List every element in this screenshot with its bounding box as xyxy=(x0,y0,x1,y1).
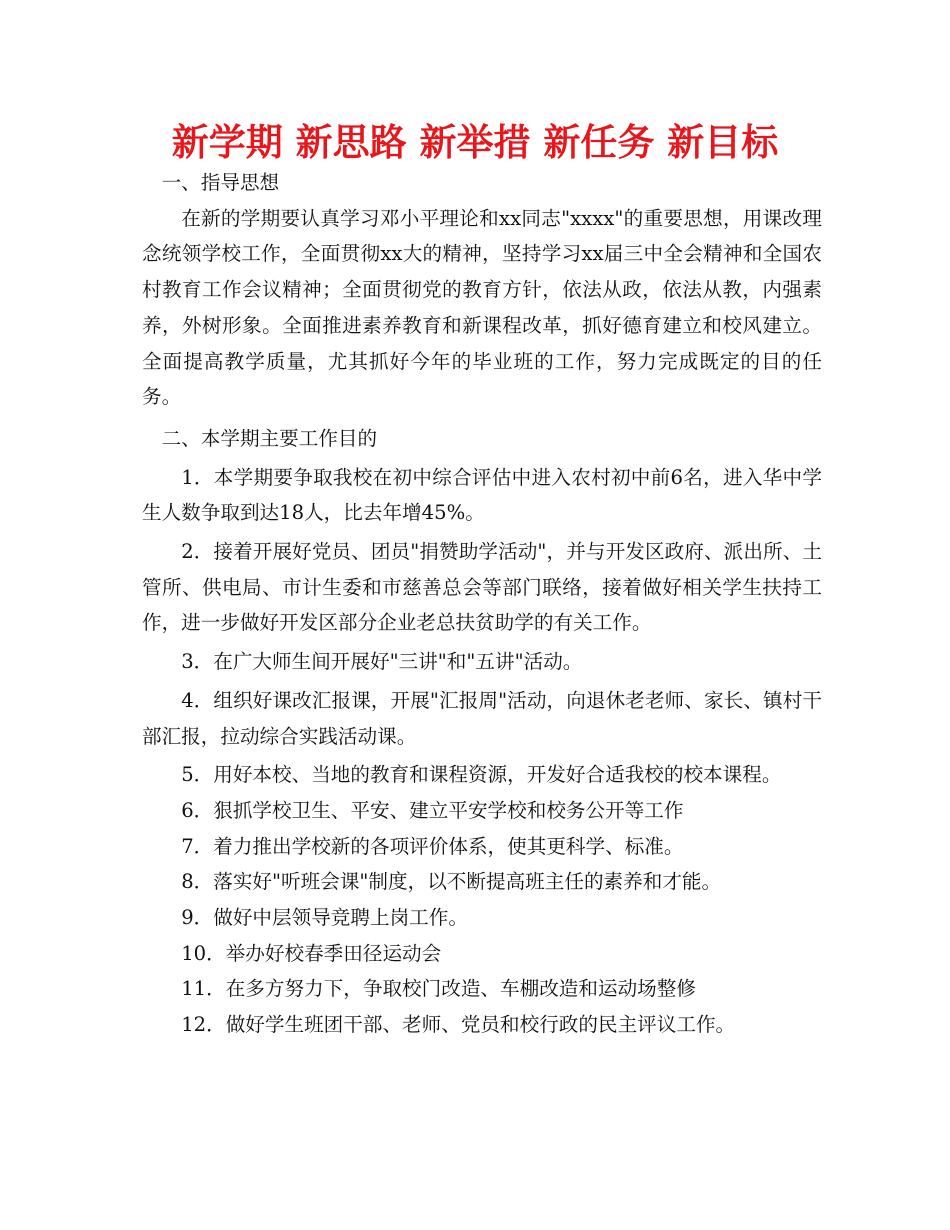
list-item: 9．做好中层领导竞聘上岗工作。 xyxy=(181,906,468,930)
list-item: 8．落实好"听班会课"制度，以不断提高班主任的素养和才能。 xyxy=(181,870,722,894)
section-heading-main-goals: 二、本学期主要工作目的 xyxy=(161,426,378,450)
list-item: 4．组织好课改汇报课，开展"汇报周"活动，向退休老老师、家长、镇村干部汇报，拉动综合实践活动课。 xyxy=(142,688,822,748)
section-heading-guiding-ideology: 一、指导思想 xyxy=(161,171,280,194)
list-item: 10．举办好校春季田径运动会 xyxy=(181,941,442,965)
document-body xyxy=(142,165,822,1043)
list-item: 6．狠抓学校卫生、平安、建立平安学校和校务公开等工作 xyxy=(181,798,684,822)
list-item: 1．本学期要争取我校在初中综合评估中进入农村初中前6名，进入华中学生人数争取到达18人，比去年增45%。 xyxy=(142,465,822,525)
list-item: 3．在广大师生间开展好"三讲"和"五讲"活动。 xyxy=(181,650,583,674)
list-item: 11．在多方努力下，争取校门改造、车棚改造和运动场整修 xyxy=(181,977,696,1001)
list-item: 7．着力推出学校新的各项评价体系，使其更科学、标准。 xyxy=(181,834,684,858)
list-item: 5．用好本校、当地的教育和课程资源，开发好合适我校的校本课程。 xyxy=(181,763,782,787)
list-item: 2．接着开展好党员、团员"捐赞助学活动"，并与开发区政府、派出所、土管所、供电局、市计生委和市慈善总会等部门联络，接着做好相关学生扶持工作，进一步做好开发区部分企业老总扶贫助学的有关工作。 xyxy=(142,540,822,635)
document-title: 新学期 新思路 新举措 新任务 新目标 xyxy=(171,121,779,164)
list-item: 12．做好学生班团干部、老师、党员和校行政的民主评议工作。 xyxy=(181,1013,736,1037)
paragraph-guiding-ideology: 在新的学期要认真学习邓小平理论和xx同志"xxxx"的重要思想，用课改理念统领学校工作，全面贯彻xx大的精神，坚持学习xx届三中全会精神和全国农村教育工作会议精神；全面贯彻党的教育方针，依法从政，依法从教，内强素养，外树形象。全面推进素养教育和新课程改革，抓好德育建立和校风建立。全面提高教学质量，尤其抓好今年的毕业班的工作，努力完成既定的目的任务。 xyxy=(142,206,822,409)
